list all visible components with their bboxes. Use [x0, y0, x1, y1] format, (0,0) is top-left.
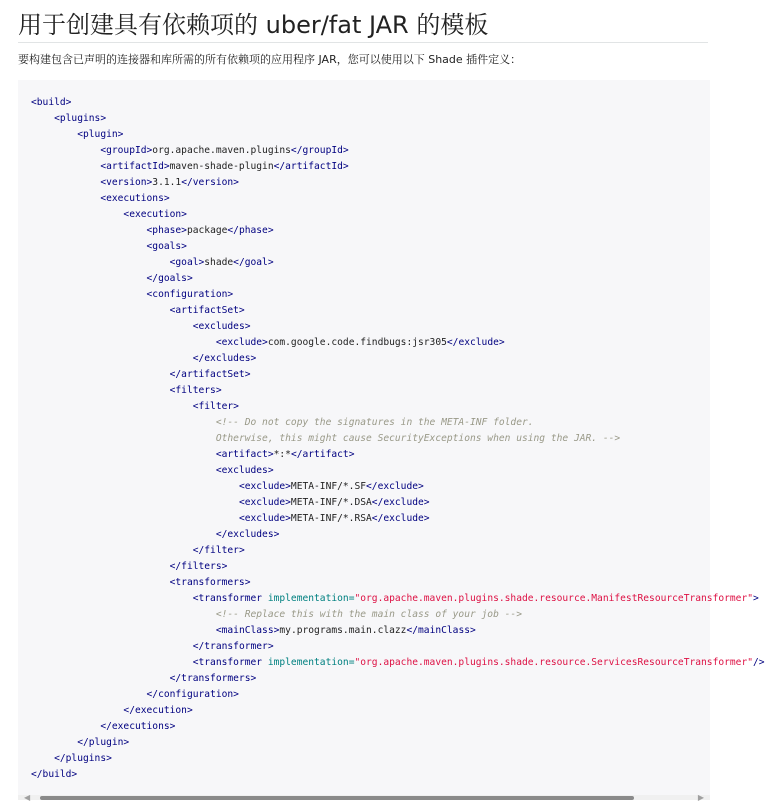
code-text: shade	[204, 257, 234, 268]
xml-tag: <configuration>	[146, 289, 234, 300]
code-text	[31, 721, 100, 732]
xml-tag: </phase>	[227, 225, 274, 236]
code-line	[31, 545, 245, 556]
xml-tag: <exclude>	[238, 497, 291, 508]
code-line	[31, 753, 112, 764]
code-text	[31, 273, 147, 284]
code-text	[31, 129, 77, 140]
code-text	[31, 465, 216, 476]
code-text	[31, 657, 193, 668]
code-line	[31, 257, 274, 268]
xml-tag: </exclude>	[371, 497, 430, 508]
xml-tag: <filters>	[169, 385, 222, 396]
code-line	[31, 113, 106, 124]
code-text	[31, 385, 170, 396]
code-text	[31, 401, 193, 412]
xml-tag: </exclude>	[366, 481, 424, 492]
xml-tag: </executions>	[100, 721, 176, 732]
code-line	[31, 513, 430, 524]
xml-tag: </groupId>	[290, 145, 349, 156]
code-line	[31, 145, 349, 156]
code-content	[18, 80, 765, 783]
xml-tag: <transformers>	[169, 577, 251, 588]
xml-attr-name: implementation=	[267, 657, 355, 668]
code-text	[31, 593, 193, 604]
code-text	[31, 641, 193, 652]
code-text	[31, 369, 170, 380]
xml-tag: <artifact>	[215, 449, 274, 460]
xml-tag: <phase>	[146, 225, 187, 236]
code-text	[31, 753, 54, 764]
code-text	[31, 209, 123, 220]
code-line	[31, 737, 129, 748]
code-line	[31, 177, 239, 188]
xml-tag: <exclude>	[238, 481, 291, 492]
xml-tag: <plugin>	[77, 129, 124, 140]
code-text	[31, 417, 216, 428]
code-text	[31, 113, 54, 124]
code-text	[31, 577, 170, 588]
code-line	[31, 369, 251, 380]
code-line	[31, 417, 534, 428]
code-line	[31, 577, 251, 588]
code-line	[31, 353, 256, 364]
code-line	[31, 161, 349, 172]
code-text	[31, 673, 170, 684]
xml-attr-name: implementation=	[267, 593, 355, 604]
xml-tag: <groupId>	[100, 145, 153, 156]
xml-tag: <artifactId>	[100, 161, 170, 172]
code-text	[31, 625, 216, 636]
xml-tag: </artifact>	[290, 449, 355, 460]
xml-comment: <!-- Do not copy the signatures in the META-INF folder.	[215, 417, 534, 428]
code-text	[31, 145, 100, 156]
code-line	[31, 385, 222, 396]
xml-tag: <execution>	[123, 209, 187, 220]
code-text	[31, 481, 239, 492]
code-text	[31, 433, 216, 444]
code-text	[31, 337, 216, 348]
xml-tag: <excludes>	[215, 465, 274, 476]
code-line	[31, 609, 522, 620]
xml-tag: </artifactSet>	[169, 369, 251, 380]
code-line	[31, 641, 274, 652]
intro-paragraph: 要构建包含已声明的连接器和库所需的所有依赖项的应用程序 JAR，您可以使用以下 Shade 插件定义：	[18, 53, 522, 66]
code-line	[31, 273, 193, 284]
xml-tag: <transformer	[192, 657, 268, 668]
xml-tag: </excludes>	[192, 353, 257, 364]
code-text	[31, 289, 147, 300]
code-text	[31, 225, 147, 236]
code-text	[31, 305, 170, 316]
code-line	[31, 129, 123, 140]
xml-tag: <goal>	[169, 257, 205, 268]
code-text	[31, 497, 239, 508]
xml-tag: <mainClass>	[215, 625, 280, 636]
code-text: 3.1.1	[152, 177, 182, 188]
xml-tag: </goals>	[146, 273, 193, 284]
xml-tag: <plugins>	[54, 113, 107, 124]
code-line	[31, 401, 239, 412]
code-text: META-INF/*.SF	[290, 481, 367, 492]
xml-attr-value: "org.apache.maven.plugins.shade.resource.ManifestResourceTransformer"	[354, 593, 754, 604]
code-line	[31, 705, 193, 716]
xml-tag: </configuration>	[146, 689, 239, 700]
horizontal-scrollbar[interactable]	[18, 795, 710, 800]
code-block[interactable]	[18, 80, 765, 800]
scroll-left-arrow-icon[interactable]: ◀	[24, 793, 31, 802]
xml-tag: </filter>	[192, 545, 245, 556]
code-text: package	[186, 225, 228, 236]
code-text	[31, 161, 100, 172]
code-line	[31, 481, 424, 492]
xml-comment: Otherwise, this might cause SecurityExceptions when using the JAR. -->	[215, 433, 621, 444]
xml-tag: </transformers>	[169, 673, 257, 684]
xml-tag: </goal>	[233, 257, 274, 268]
code-text	[31, 561, 170, 572]
code-line	[31, 689, 239, 700]
xml-tag: >	[753, 593, 759, 604]
code-line	[31, 241, 187, 252]
code-line	[31, 97, 71, 108]
xml-tag: </exclude>	[371, 513, 430, 524]
code-text	[31, 241, 147, 252]
xml-tag: </transformer>	[192, 641, 274, 652]
code-line	[31, 449, 354, 460]
code-text	[31, 545, 193, 556]
xml-tag: </plugins>	[54, 753, 112, 764]
xml-tag: <goals>	[146, 241, 187, 252]
code-text	[31, 321, 193, 332]
code-line	[31, 225, 274, 236]
code-text	[31, 513, 239, 524]
xml-tag: <excludes>	[192, 321, 251, 332]
code-line	[31, 465, 274, 476]
code-line	[31, 289, 233, 300]
code-line	[31, 769, 77, 780]
code-text: META-INF/*.DSA	[290, 497, 372, 508]
code-line	[31, 657, 765, 668]
code-line	[31, 337, 505, 348]
xml-tag: </excludes>	[215, 529, 280, 540]
xml-tag: </mainClass>	[406, 625, 476, 636]
xml-tag: <build>	[31, 97, 72, 108]
xml-tag: <exclude>	[238, 513, 291, 524]
xml-tag: <transformer	[192, 593, 268, 604]
code-text: my.programs.main.clazz	[279, 625, 407, 636]
code-line	[31, 193, 170, 204]
xml-tag: <version>	[100, 177, 153, 188]
code-text	[31, 705, 123, 716]
code-line	[31, 321, 251, 332]
code-line	[31, 673, 256, 684]
code-text: maven-shade-plugin	[169, 161, 274, 172]
xml-tag: </version>	[181, 177, 239, 188]
code-text: org.apache.maven.plugins	[152, 145, 291, 156]
code-text	[31, 257, 170, 268]
xml-tag: <filter>	[192, 401, 239, 412]
code-text	[31, 353, 193, 364]
code-line	[31, 593, 759, 604]
scrollbar-thumb[interactable]	[40, 796, 634, 800]
code-text	[31, 609, 216, 620]
code-line	[31, 497, 430, 508]
code-text: META-INF/*.RSA	[290, 513, 372, 524]
code-line	[31, 209, 187, 220]
code-line	[31, 561, 227, 572]
code-text	[31, 689, 147, 700]
xml-tag: <artifactSet>	[169, 305, 245, 316]
code-line	[31, 721, 175, 732]
page-title: 用于创建具有依赖项的 uber/fat JAR 的模板	[18, 10, 708, 43]
scroll-right-arrow-icon[interactable]: ▶	[697, 793, 704, 802]
xml-attr-value: "org.apache.maven.plugins.shade.resource.ServicesResourceTransformer"	[354, 657, 754, 668]
xml-tag: </build>	[31, 769, 78, 780]
code-line	[31, 625, 476, 636]
code-line	[31, 529, 279, 540]
code-line	[31, 433, 620, 444]
xml-tag: </artifactId>	[273, 161, 349, 172]
code-text	[31, 529, 216, 540]
xml-tag: </execution>	[123, 705, 193, 716]
code-text	[31, 177, 100, 188]
code-text	[31, 193, 100, 204]
code-line	[31, 305, 245, 316]
xml-tag: />	[753, 657, 765, 668]
code-text: *:*	[273, 449, 291, 460]
code-text	[31, 449, 216, 460]
xml-tag: </exclude>	[446, 337, 505, 348]
code-text: com.google.code.findbugs:jsr305	[267, 337, 447, 348]
xml-tag: <executions>	[100, 193, 170, 204]
code-text	[31, 737, 77, 748]
xml-comment: <!-- Replace this with the main class of your job -->	[215, 609, 522, 620]
xml-tag: </filters>	[169, 561, 228, 572]
xml-tag: <exclude>	[215, 337, 268, 348]
xml-tag: </plugin>	[77, 737, 130, 748]
